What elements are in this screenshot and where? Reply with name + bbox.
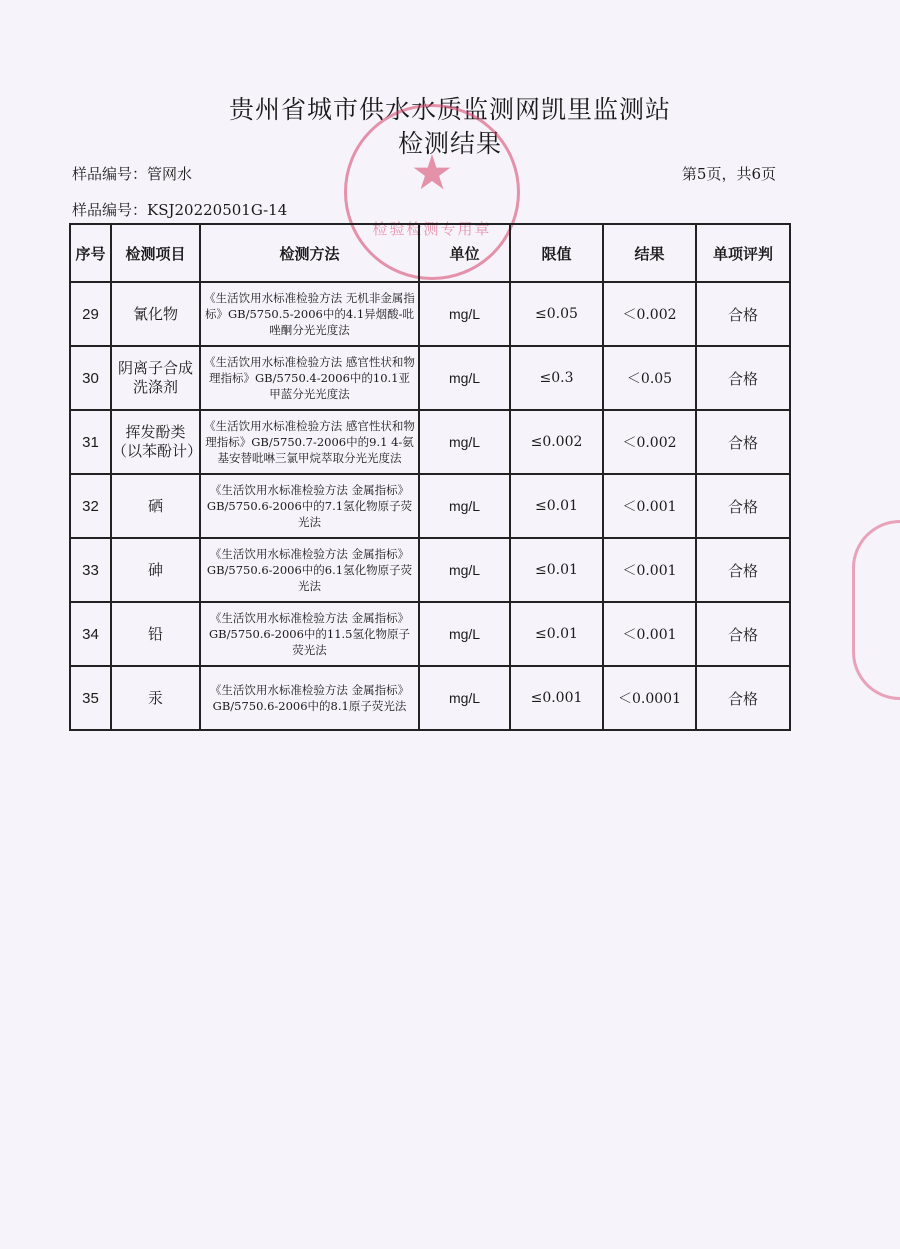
cell-no: 33	[70, 538, 111, 602]
cell-unit: mg/L	[419, 538, 510, 602]
col-header-result: 结果	[603, 224, 696, 282]
seal-star-icon: ★	[410, 145, 454, 201]
sample-type: 样品编号：管网水	[72, 165, 193, 183]
cell-limit: ≤0.001	[510, 666, 603, 730]
cell-no: 35	[70, 666, 111, 730]
cell-method: 《生活饮用水标准检验方法 感官性状和物理指标》GB/5750.7-2006中的9.1 4-氨基安替吡啉三氯甲烷萃取分光光度法	[200, 410, 419, 474]
table-row	[70, 346, 790, 410]
cell-item: 阴离子合成洗涤剂	[111, 346, 200, 410]
cell-unit: mg/L	[419, 282, 510, 346]
cell-result: ＜0.001	[603, 602, 696, 666]
col-header-no: 序号	[70, 224, 111, 282]
col-header-item: 检测项目	[111, 224, 200, 282]
cell-no: 32	[70, 474, 111, 538]
cell-method: 《生活饮用水标准检验方法 金属指标》GB/5750.6-2006中的8.1原子荧光法	[200, 666, 419, 730]
cell-result: ＜0.001	[603, 538, 696, 602]
report-title: 贵州省城市供水水质监测网凯里监测站	[228, 95, 671, 124]
report-subtitle: 检测结果	[397, 129, 502, 158]
cell-limit: ≤0.05	[510, 282, 603, 346]
col-header-method: 检测方法	[200, 224, 419, 282]
cell-limit: ≤0.01	[510, 602, 603, 666]
table-row	[70, 538, 790, 602]
cell-result: ＜0.05	[603, 346, 696, 410]
cell-no: 31	[70, 410, 111, 474]
cell-result: ＜0.0001	[603, 666, 696, 730]
cell-result: ＜0.002	[603, 410, 696, 474]
cell-limit: ≤0.3	[510, 346, 603, 410]
cell-method: 《生活饮用水标准检验方法 金属指标》GB/5750.6-2006中的11.5氢化物原子荧光法	[200, 602, 419, 666]
table-row	[70, 666, 790, 730]
cell-item: 砷	[111, 538, 200, 602]
col-header-limit: 限值	[510, 224, 603, 282]
cell-unit: mg/L	[419, 346, 510, 410]
cell-eval: 合格	[696, 538, 790, 602]
edge-seal-fragment	[852, 520, 900, 700]
seal-text: 检验检测专用章	[372, 220, 492, 238]
cell-method: 《生活饮用水标准检验方法 金属指标》GB/5750.6-2006中的7.1氢化物原子荧光法	[200, 474, 419, 538]
table-row	[70, 282, 790, 346]
cell-result: ＜0.001	[603, 474, 696, 538]
cell-method: 《生活饮用水标准检验方法 感官性状和物理指标》GB/5750.4-2006中的10.1亚甲蓝分光光度法	[200, 346, 419, 410]
cell-eval: 合格	[696, 602, 790, 666]
cell-limit: ≤0.002	[510, 410, 603, 474]
cell-eval: 合格	[696, 474, 790, 538]
cell-no: 30	[70, 346, 111, 410]
table-header-row	[70, 224, 790, 282]
page-info: 第5页，共6页	[681, 165, 776, 183]
cell-unit: mg/L	[419, 666, 510, 730]
cell-unit: mg/L	[419, 410, 510, 474]
sample-id: 样品编号：KSJ20220501G-14	[72, 201, 288, 219]
table-row	[70, 410, 790, 474]
cell-method: 《生活饮用水标准检验方法 金属指标》GB/5750.6-2006中的6.1氢化物原子荧光法	[200, 538, 419, 602]
cell-limit: ≤0.01	[510, 538, 603, 602]
cell-eval: 合格	[696, 666, 790, 730]
results-table	[69, 223, 791, 731]
cell-method: 《生活饮用水标准检验方法 无机非金属指标》GB/5750.5-2006中的4.1异烟酸-吡唑酮分光光度法	[200, 282, 419, 346]
table-row	[70, 602, 790, 666]
col-header-eval: 单项评判	[696, 224, 790, 282]
col-header-unit: 单位	[419, 224, 510, 282]
cell-item: 挥发酚类（以苯酚计）	[111, 410, 200, 474]
cell-item: 铅	[111, 602, 200, 666]
cell-no: 34	[70, 602, 111, 666]
cell-item: 硒	[111, 474, 200, 538]
cell-unit: mg/L	[419, 602, 510, 666]
table-row	[70, 474, 790, 538]
cell-unit: mg/L	[419, 474, 510, 538]
cell-item: 氰化物	[111, 282, 200, 346]
cell-eval: 合格	[696, 410, 790, 474]
cell-eval: 合格	[696, 282, 790, 346]
cell-item: 汞	[111, 666, 200, 730]
cell-limit: ≤0.01	[510, 474, 603, 538]
cell-no: 29	[70, 282, 111, 346]
cell-eval: 合格	[696, 346, 790, 410]
cell-result: ＜0.002	[603, 282, 696, 346]
